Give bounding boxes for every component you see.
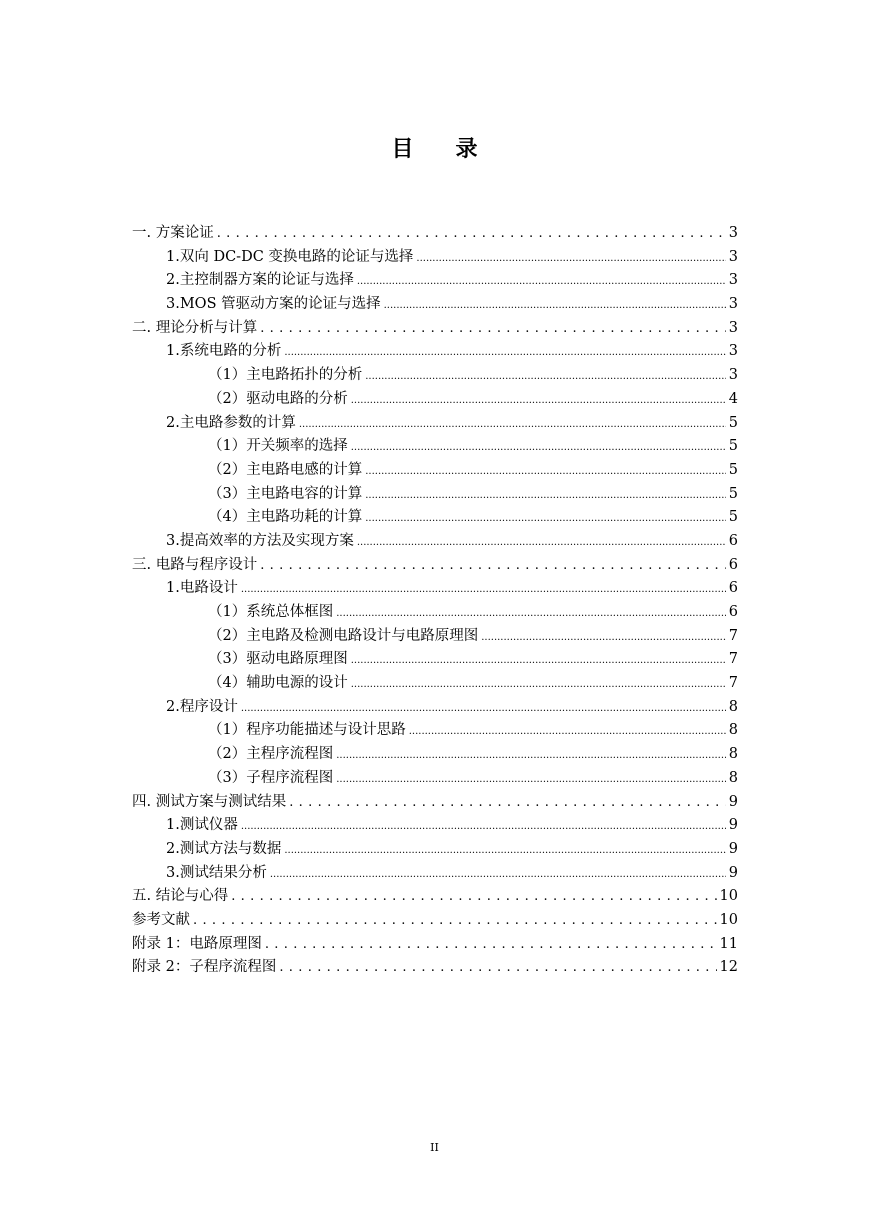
toc-entry-page: 6 [728,604,738,620]
page-title [0,132,869,163]
toc-entry[interactable] [132,672,738,696]
toc-entry[interactable] [132,435,738,459]
toc-entry-page: 8 [728,698,738,715]
toc-entry-label: 2.程序设计 [166,698,238,715]
toc-entry[interactable] [132,222,738,246]
toc-entry-label: （2）驱动电路的分析 [208,390,348,407]
toc-entry-page: 7 [728,651,738,668]
toc-entry-page: 3 [728,367,738,384]
toc-entry-page: 5 [728,509,738,526]
toc-entry-label: 2.测试方法与数据 [166,840,282,857]
toc-dot-leader [241,696,726,721]
toc-entry-page: 5 [728,414,738,431]
toc-entry-label: 一. 方案论证 [132,225,214,241]
toc-entry[interactable] [132,767,738,791]
toc-dot-leader [481,625,726,650]
toc-entry-page: 11 [719,935,738,952]
toc-entry[interactable] [132,577,738,601]
toc-entry-page: 5 [728,438,738,455]
page-number: II [430,1141,439,1154]
toc-entry-label: （1）程序功能描述与设计思路 [208,722,406,739]
toc-entry[interactable] [132,933,738,957]
toc-dot-leader [284,838,725,863]
toc-entry-label: （3）驱动电路原理图 [208,651,348,668]
toc-entry[interactable] [132,269,738,293]
toc-entry-page: 6 [728,556,738,573]
toc-entry-label: 1.双向 DC-DC 变换电路的论证与选择 [166,248,414,265]
toc-entry-page: 3 [728,248,738,265]
toc-dot-leader [351,435,726,460]
toc-entry[interactable] [132,791,738,815]
toc-entry[interactable] [132,506,738,530]
toc-dot-leader [260,317,726,341]
toc-dot-leader [384,293,726,318]
toc-entry-label: 3.测试结果分析 [166,864,267,881]
toc-dot-leader [365,506,726,531]
toc-entry[interactable] [132,293,738,317]
toc-dot-leader [284,340,725,365]
toc-entry-page: 4 [728,390,738,407]
toc-dot-leader [351,672,726,697]
toc-entry-page: 9 [728,793,738,810]
toc-entry[interactable] [132,909,738,933]
toc-dot-leader [265,933,717,957]
toc-entry-page: 3 [728,343,738,360]
toc-entry[interactable] [132,246,738,270]
toc-dot-leader [217,222,726,246]
toc-entry-page: 9 [728,817,738,834]
toc-entry-label: 2.主控制器方案的论证与选择 [166,272,354,289]
toc-entry-page: 8 [728,722,738,739]
title-char-2: 录 [455,136,478,162]
toc-entry[interactable] [132,340,738,364]
toc-entry[interactable] [132,719,738,743]
toc-entry[interactable] [132,956,738,980]
toc-dot-leader [365,459,726,484]
toc-dot-leader [241,814,726,839]
toc-entry-label: （4）主电路功耗的计算 [208,509,363,526]
toc-entry-label: 1.电路设计 [166,580,238,597]
toc-dot-leader [231,885,716,909]
toc-dot-leader [289,791,726,815]
toc-entry-label: 3.MOS 管驱动方案的论证与选择 [166,296,381,313]
toc-entry[interactable] [132,601,738,625]
toc-entry[interactable] [132,554,738,578]
toc-dot-leader [270,862,726,887]
toc-dot-leader [357,530,726,555]
toc-entry-page: 7 [728,627,738,644]
toc-entry-label: 五. 结论与心得 [132,888,229,905]
toc-entry-page: 10 [719,911,738,928]
toc-entry-label: （2）主电路及检测电路设计与电路原理图 [208,627,479,644]
toc-entry-page: 9 [728,840,738,857]
toc-entry-label: 附录 1：电路原理图 [132,935,262,952]
toc-entry[interactable] [132,838,738,862]
toc-entry[interactable] [132,483,738,507]
toc-dot-leader [193,909,717,933]
title-char-1: 目 [391,136,414,162]
toc-entry-page: 6 [728,532,738,549]
toc-entry-label: （1）系统总体框图 [208,604,334,620]
toc-entry-page: 9 [728,864,738,881]
toc-dot-leader [336,767,726,792]
toc-dot-leader [416,246,725,271]
toc-entry[interactable] [132,317,738,341]
toc-entry-label: （4）辅助电源的设计 [208,675,348,692]
toc-entry[interactable] [132,648,738,672]
toc-entry-label: （3）主电路电容的计算 [208,485,363,502]
toc-entry-label: 3.提高效率的方法及实现方案 [166,532,354,549]
toc-dot-leader [241,577,726,602]
toc-entry-label: （2）主电路电感的计算 [208,461,363,478]
toc-entry-label: 1.系统电路的分析 [166,343,282,360]
toc-entry-page: 8 [728,769,738,786]
toc-dot-leader [260,554,726,578]
toc-entry-page: 3 [728,225,738,241]
toc-entry[interactable] [132,625,738,649]
toc-entry[interactable] [132,530,738,554]
table-of-contents [132,222,738,980]
toc-entry-page: 5 [728,485,738,502]
toc-entry-page: 10 [719,888,738,905]
toc-entry-label: （2）主程序流程图 [208,746,334,763]
toc-dot-leader [336,743,726,768]
toc-entry[interactable] [132,412,738,436]
toc-dot-leader [351,648,726,673]
toc-dot-leader [365,364,726,389]
toc-entry-page: 5 [728,461,738,478]
toc-entry-label: 四. 测试方案与测试结果 [132,793,287,810]
toc-entry-label: 三. 电路与程序设计 [132,556,258,573]
toc-entry-page: 12 [719,959,738,976]
toc-entry[interactable] [132,364,738,388]
toc-entry[interactable] [132,862,738,886]
toc-entry[interactable] [132,814,738,838]
toc-entry-page: 3 [728,296,738,313]
toc-entry-label: 参考文献 [132,911,190,928]
toc-dot-leader [351,388,726,413]
toc-entry-label: 附录 2：子程序流程图 [132,959,277,976]
toc-entry[interactable] [132,696,738,720]
toc-dot-leader [279,956,716,980]
toc-entry-page: 6 [728,580,738,597]
toc-entry-label: （1）主电路拓扑的分析 [208,367,363,384]
toc-dot-leader [357,269,726,294]
toc-entry-page: 3 [728,319,738,336]
toc-dot-leader [365,483,726,508]
toc-entry[interactable] [132,459,738,483]
toc-entry-label: 2.主电路参数的计算 [166,414,296,431]
toc-entry-page: 3 [728,272,738,289]
toc-dot-leader [336,601,726,626]
toc-entry-label: （1）开关频率的选择 [208,438,348,455]
toc-dot-leader [299,412,726,437]
toc-entry[interactable] [132,388,738,412]
toc-entry-label: 二. 理论分析与计算 [132,319,258,336]
toc-entry-label: 1.测试仪器 [166,817,238,834]
toc-entry[interactable] [132,743,738,767]
toc-entry-page: 7 [728,675,738,692]
toc-entry[interactable] [132,885,738,909]
toc-entry-page: 8 [728,746,738,763]
toc-dot-leader [409,719,726,744]
toc-entry-label: （3）子程序流程图 [208,769,334,786]
